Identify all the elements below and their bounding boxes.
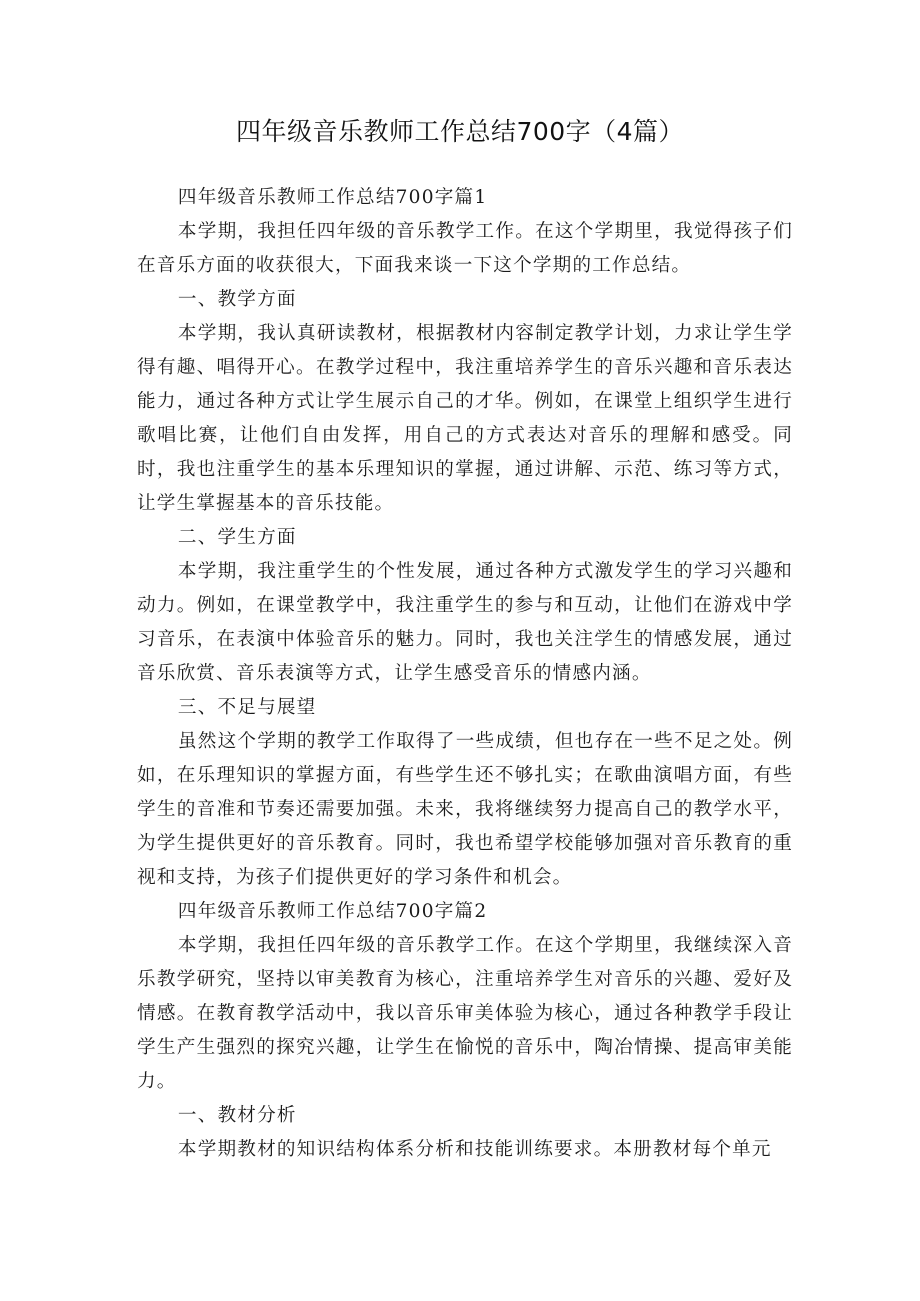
document-title: 四年级音乐教师工作总结700字（4篇） <box>235 117 685 146</box>
subsection-heading: 二、学生方面 <box>177 527 297 548</box>
paragraph: 本学期，我认真研读教材，根据教材内容制定教学计划，力求让学生学得有趣、唱得开心。在教学过程中，我注重培养学生的音乐兴趣和音乐表达能力，通过各种方式让学生展示自己的才华。例如，在课堂上组织学生进行歌唱比赛，让他们自由发挥，用自己的方式表达对音乐的理解和感受。同时，我也注重学生的基本乐理知识的掌握，通过讲解、示范、练习等方式，让学生掌握基本的音乐技能。 <box>137 323 793 514</box>
paragraph: 本学期，我担任四年级的音乐教学工作。在这个学期里，我觉得孩子们在音乐方面的收获很大，下面我来谈一下这个学期的工作总结。 <box>137 221 793 276</box>
subsection-heading: 一、教材分析 <box>177 1105 297 1126</box>
paragraph: 虽然这个学期的教学工作取得了一些成绩，但也存在一些不足之处。例如，在乐理知识的掌握方面，有些学生还不够扎实；在歌曲演唱方面，有些学生的音准和节奏还需要加强。未来，我将继续努力提高自己的教学水平，为学生提供更好的音乐教育。同时，我也希望学校能够加强对音乐教育的重视和支持，为孩子们提供更好的学习条件和机会。 <box>137 731 793 888</box>
subsection-heading: 三、不足与展望 <box>177 697 317 718</box>
paragraph: 本学期，我注重学生的个性发展，通过各种方式激发学生的学习兴趣和动力。例如，在课堂教学中，我注重学生的参与和互动，让他们在游戏中学习音乐，在表演中体验音乐的魅力。同时，我也关注学生的情感发展，通过音乐欣赏、音乐表演等方式，让学生感受音乐的情感内涵。 <box>137 561 793 684</box>
section-heading: 四年级音乐教师工作总结700字篇2 <box>177 901 488 922</box>
paragraph: 本学期教材的知识结构体系分析和技能训练要求。本册教材每个单元 <box>177 1139 772 1160</box>
section-heading: 四年级音乐教师工作总结700字篇1 <box>177 187 488 208</box>
subsection-heading: 一、教学方面 <box>177 289 297 310</box>
document-body <box>137 181 793 1167</box>
paragraph: 本学期，我担任四年级的音乐教学工作。在这个学期里，我继续深入音乐教学研究，坚持以审美教育为核心，注重培养学生对音乐的兴趣、爱好及情感。在教育教学活动中，我以音乐审美体验为核心，通过各种教学手段让学生产生强烈的探究兴趣，让学生在愉悦的音乐中，陶冶情操、提高审美能力。 <box>137 935 793 1092</box>
